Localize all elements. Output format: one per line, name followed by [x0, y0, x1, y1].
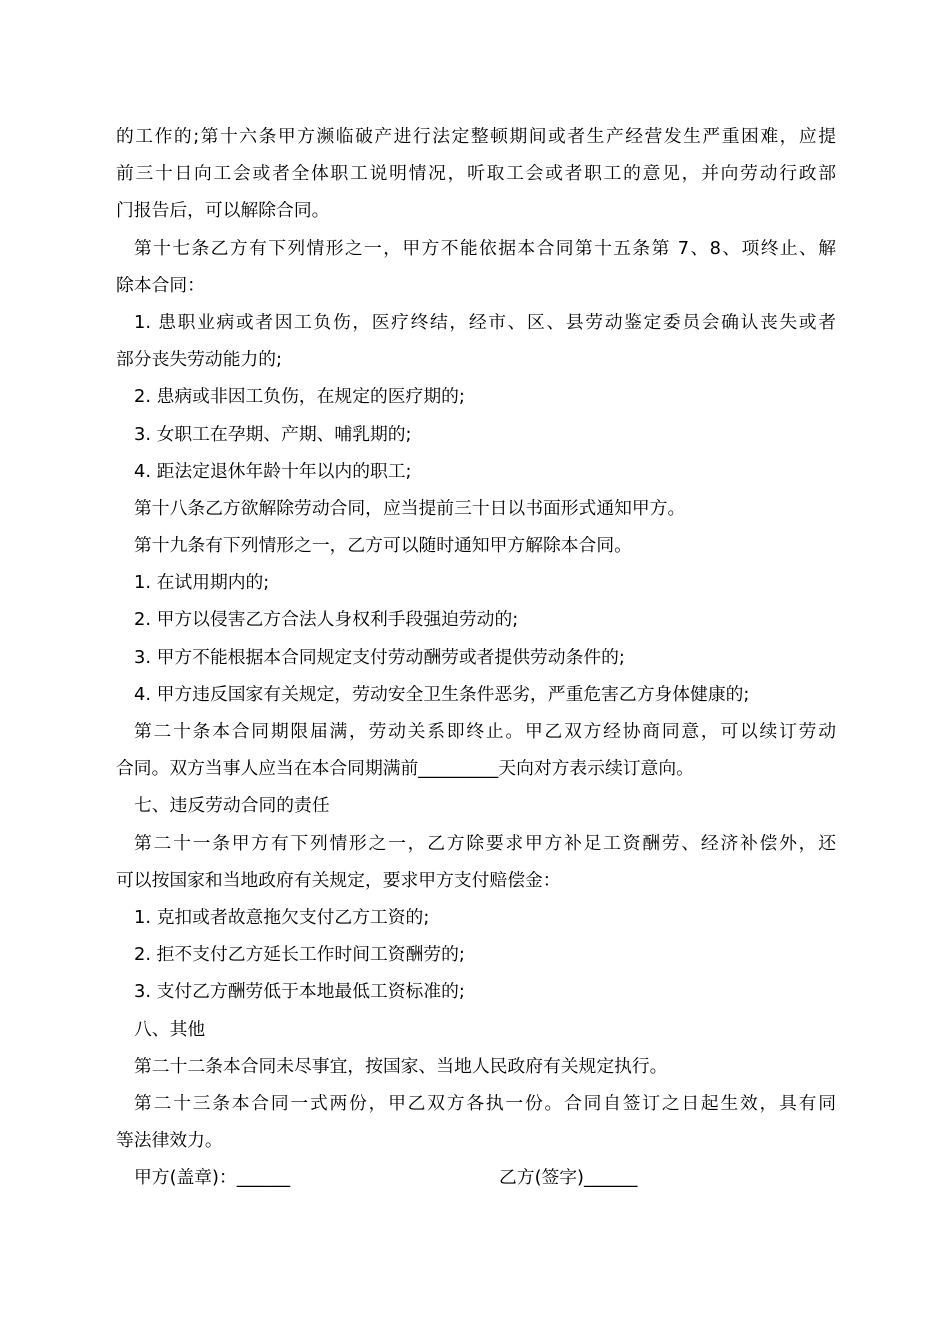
- text-line: 3. 支付乙方酬劳低于本地最低工资标准的;: [134, 981, 465, 1003]
- text-line: 部分丧失劳动能力的;: [116, 349, 283, 371]
- text-line: 2. 拒不支付乙方延长工作时间工资酬劳的;: [134, 944, 465, 966]
- text-line: 八、其他: [134, 1018, 206, 1040]
- text-line: 2. 甲方以侵害乙方合法人身权利手段强迫劳动的;: [134, 609, 519, 631]
- signature-row: [116, 1159, 836, 1196]
- text-line: 可以按国家和当地政府有关规定，要求甲方支付赔偿金：: [116, 869, 561, 891]
- text-line: 第十七条乙方有下列情形之一，甲方不能依据本合同第十五条第 7、8、项终止、解: [134, 237, 836, 259]
- text-line: 第十八条乙方欲解除劳动合同，应当提前三十日以书面形式通知甲方。: [134, 497, 686, 519]
- party-a-signature: 甲方(盖章)：______: [134, 1167, 291, 1189]
- text-line: 除本合同：: [116, 274, 205, 296]
- text-line: 第二十三条本合同一式两份，甲乙双方各执一份。合同自签订之日起生效，具有同: [134, 1092, 836, 1114]
- text-line: 七、违反劳动合同的责任: [134, 795, 330, 817]
- text-line: 的工作的;第十六条甲方濒临破产进行法定整顿期间或者生产经营发生严重困难，应提: [116, 126, 836, 147]
- text-line: 第二十一条甲方有下列情形之一，乙方除要求甲方补足工资酬劳、经济补偿外，还: [134, 832, 836, 854]
- text-line: 2. 患病或非因工负伤，在规定的医疗期的;: [134, 386, 465, 408]
- contract-page: [116, 118, 836, 1196]
- text-line: 4. 距法定退休年龄十年以内的职工;: [134, 460, 412, 482]
- text-line: 第二十二条本合同未尽事宜，按国家、当地人民政府有关规定执行。: [134, 1055, 668, 1077]
- party-b-signature: 乙方(签字)______: [499, 1167, 638, 1189]
- text-line: 第十九条有下列情形之一，乙方可以随时通知甲方解除本合同。: [134, 535, 632, 557]
- text-line: 1. 在试用期内的;: [134, 572, 270, 594]
- text-line: 等法律效力。: [116, 1130, 223, 1152]
- text-line: 3. 女职工在孕期、产期、哺乳期的;: [134, 423, 412, 445]
- text-line: 4. 甲方违反国家有关规定，劳动安全卫生条件恶劣，严重危害乙方身体健康的;: [134, 683, 750, 705]
- text-line: 1. 克扣或者故意拖欠支付乙方工资的;: [134, 906, 430, 928]
- text-line: 前三十日向工会或者全体职工说明情况，听取工会或者职工的意见，并向劳动行政部: [116, 163, 836, 185]
- text-line: 第二十条本合同期限届满，劳动关系即终止。甲乙双方经协商同意，可以续订劳动: [134, 721, 836, 742]
- text-line: 3. 甲方不能根据本合同规定支付劳动酬劳或者提供劳动条件的;: [134, 646, 625, 668]
- text-line: 门报告后，可以解除合同。: [116, 200, 330, 222]
- text-line: 1. 患职业病或者因工负伤，医疗终结，经市、区、县劳动鉴定委员会确认丧失或者: [134, 311, 836, 333]
- contract-body: [116, 118, 836, 1159]
- text-line: 合同。双方当事人应当在本合同期满前_________天向对方表示续订意向。: [116, 758, 694, 780]
